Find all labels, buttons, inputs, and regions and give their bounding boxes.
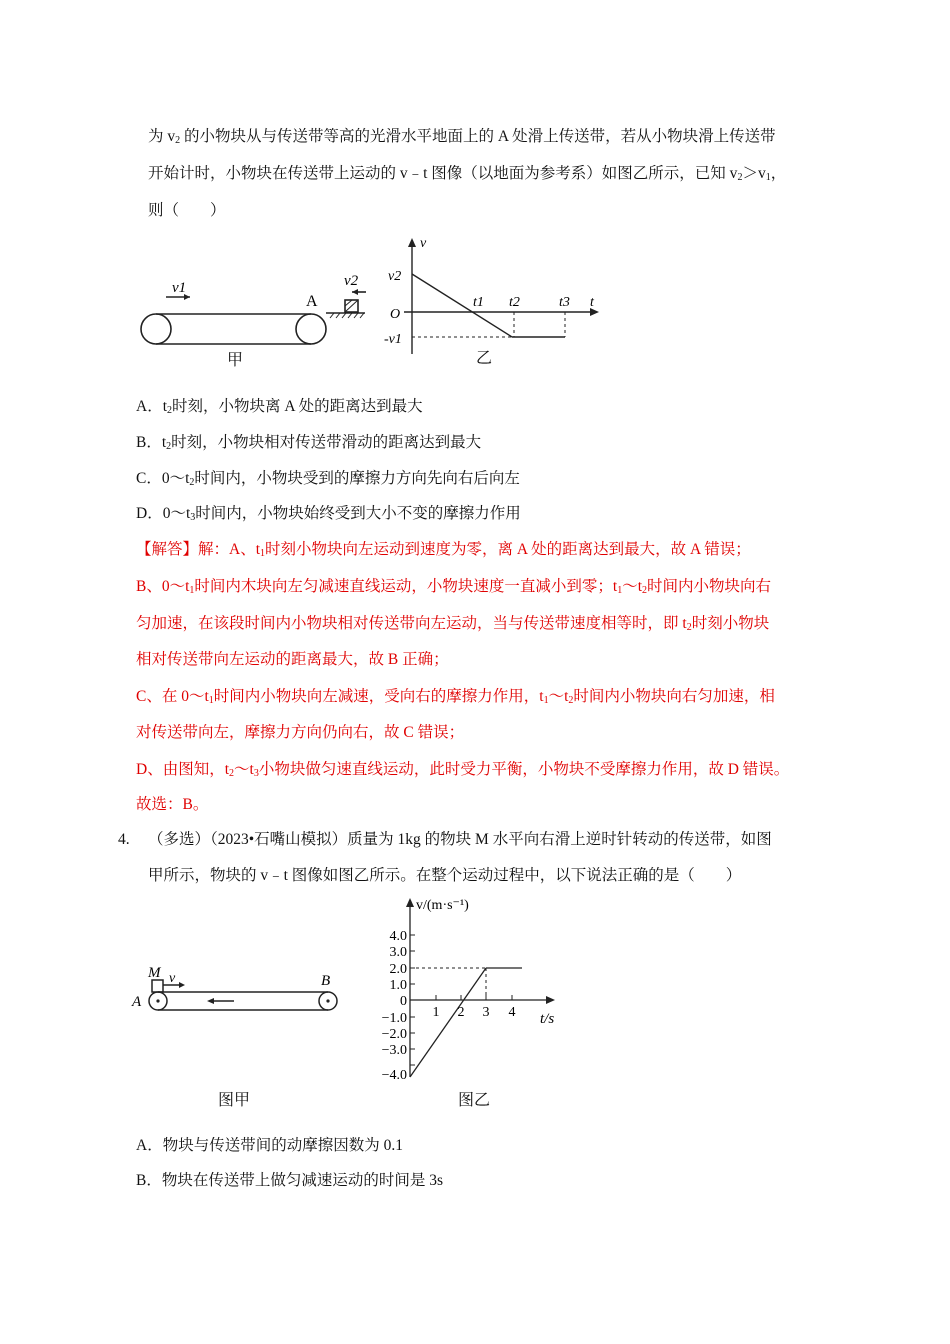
- q4-x-tick: 2: [457, 1005, 465, 1020]
- q4-option-b[interactable]: B．物块在传送带上做匀减速运动的时间是 3s: [136, 1172, 443, 1189]
- q3-intro-line-1: 为 $v_2$ 的小物块从与传送带等高的光滑水平地面上的 A 处滑上传送带，若从小物块滑上传送带: [148, 128, 776, 146]
- q4-x-tick: 4: [508, 1005, 516, 1020]
- q3-answer-line-8: 故选：B。: [136, 796, 209, 813]
- q3-option-b[interactable]: B．$t_2$时刻，小物块相对传送带滑动的距离达到最大: [136, 434, 482, 452]
- q4-label-M: M: [148, 965, 161, 981]
- q4-y-tick: 2.0: [389, 962, 407, 977]
- q3-answer-line-1: 【解答】解：A、$t_1$时刻小物块向左运动到速度为零，离 A 处的距离达到最大，故 A 错误；: [136, 541, 751, 559]
- q4-x-tick: 1: [432, 1005, 440, 1020]
- q4-y-tick: −1.0: [381, 1011, 407, 1026]
- graph-t2-label: t2: [509, 295, 520, 310]
- q3-answer-line-7: D、由图知，$t_2\sim t_3$小物块做匀速直线运动，此时受力平衡，小物块不受摩擦力作用，故 D 错误。: [136, 761, 790, 779]
- q3-intro-line-2: 开始计时，小物块在传送带上运动的 v﹣t 图像（以地面为参考系）如图乙所示，已知 $v_2>v_1$，: [148, 165, 787, 183]
- q4-label-B: B: [321, 973, 331, 989]
- graph-neg-v1-label: -v1: [384, 332, 402, 347]
- q3-option-a[interactable]: A．$t_2$时刻，小物块离 A 处的距离达到最大: [136, 398, 423, 416]
- q3-vt-graph: [380, 232, 610, 362]
- belt-v1-label: v1: [172, 280, 187, 296]
- q3-graph-line: [412, 274, 512, 337]
- q3-option-c[interactable]: C．$0\sim t_2$时间内，小物块受到的摩擦力方向先向右后向左: [136, 470, 520, 488]
- graph-v-label: v: [420, 236, 427, 251]
- q3-caption-right: 乙: [476, 348, 493, 367]
- q4-option-a[interactable]: A．物块与传送带间的动摩擦因数为 0.1: [136, 1137, 403, 1154]
- graph-origin-label: O: [390, 307, 401, 322]
- q3-answer-line-3: 匀加速，在该段时间内小物块相对传送带向左运动，当与传送带速度相等时，即 $t_2$时刻小物块: [136, 615, 770, 633]
- q3-answer-line-6: 对传送带向左，摩擦力方向仍向右，故 C 错误；: [136, 724, 465, 741]
- q3-option-d[interactable]: D．$0\sim t_3$时间内，小物块始终受到大小不变的摩擦力作用: [136, 505, 521, 523]
- graph-t3-label: t3: [559, 295, 570, 310]
- q4-x-axis-label: t/s: [540, 1011, 555, 1027]
- q4-belt-figure: [130, 958, 345, 1020]
- q4-y-axis-label: v/(m·s⁻¹): [416, 898, 469, 913]
- q3-caption-left: 甲: [227, 350, 244, 369]
- q4-caption-left: 图甲: [218, 1090, 251, 1109]
- q4-number: 4.: [118, 831, 130, 848]
- q3-belt-figure: [130, 268, 380, 378]
- q4-vt-graph: [360, 888, 580, 1088]
- graph-v2-label: v2: [388, 269, 402, 284]
- q4-y-tick: −4.0: [381, 1068, 407, 1083]
- q4-y-tick: 0: [400, 994, 407, 1009]
- q3-answer-line-2: B、$0\sim t_1$时间内木块向左匀减速直线运动，小物块速度一直减小到零；$t_1\sim t_2$时间内小物块向右: [136, 578, 772, 596]
- q4-x-tick: 3: [482, 1005, 490, 1020]
- q4-y-tick: 4.0: [389, 929, 407, 944]
- q4-stem-line-2: 甲所示，物块的 v﹣t 图像如图乙所示。在整个运动过程中，以下说法正确的是（ ）: [148, 867, 742, 884]
- belt-A-label: A: [306, 293, 318, 310]
- q4-y-tick: 1.0: [389, 978, 407, 993]
- graph-t1-label: t1: [473, 295, 484, 310]
- graph-t-label: t: [590, 295, 594, 310]
- q4-caption-right: 图乙: [458, 1090, 491, 1109]
- q4-y-tick: −2.0: [381, 1027, 407, 1042]
- q4-y-tick: −3.0: [381, 1043, 407, 1058]
- q4-label-A: A: [132, 994, 142, 1010]
- q4-label-v: v: [169, 971, 176, 986]
- q3-answer-line-4: 相对传送带向左运动的距离最大，故 B 正确；: [136, 651, 449, 668]
- belt-v2-label: v2: [344, 273, 359, 289]
- q4-y-tick: 3.0: [389, 945, 407, 960]
- q4-stem-line-1: （多选）（2023•石嘴山模拟）质量为 1kg 的物块 M 水平向右滑上逆时针转动的传送带，如图: [148, 831, 772, 848]
- q3-intro-line-3: 则（ ）: [148, 202, 226, 219]
- q3-answer-line-5: C、在 $0\sim t_1$时间内小物块向左减速，受向右的摩擦力作用，$t_1\sim t_2$时间内小物块向右匀加速，相: [136, 688, 775, 706]
